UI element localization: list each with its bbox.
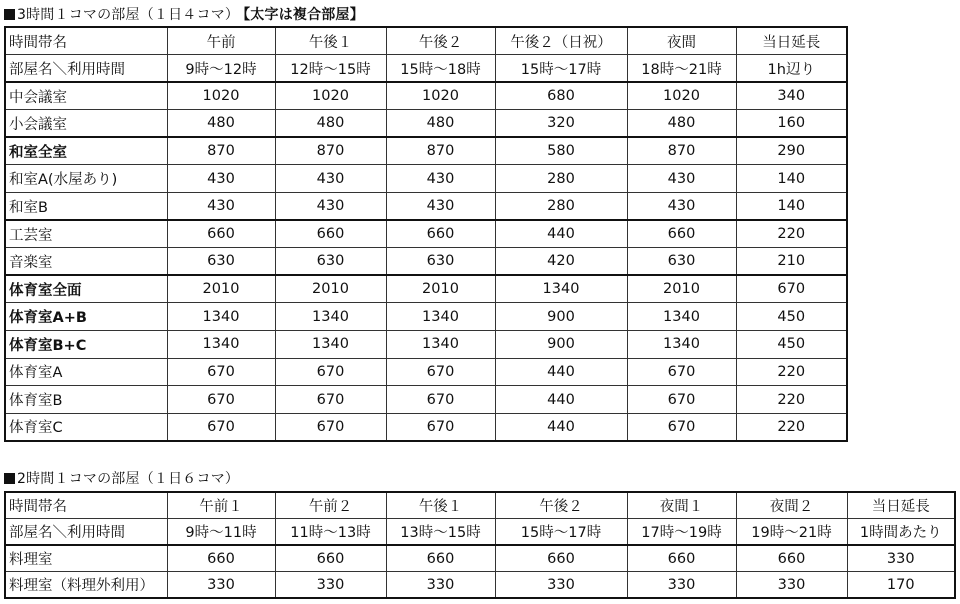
table1-column-header: 午前 — [167, 27, 275, 55]
table-row — [5, 220, 847, 248]
table1-column-header: 午後２ — [386, 27, 495, 55]
fee-cell: 330 — [386, 572, 495, 599]
table1-time-range: 部屋名＼利用時間 — [5, 55, 167, 83]
fee-cell: 900 — [495, 303, 627, 331]
fee-cell: 1340 — [167, 331, 275, 359]
table-row — [5, 82, 847, 110]
room-name: 体育室B+C — [5, 331, 167, 359]
fee-cell: 680 — [495, 82, 627, 110]
table2-time-range: 19時～21時 — [736, 519, 847, 546]
fee-cell: 1340 — [275, 303, 386, 331]
fee-cell: 440 — [495, 220, 627, 248]
fee-cell: 330 — [275, 572, 386, 599]
fee-cell: 1340 — [275, 331, 386, 359]
fee-cell: 670 — [627, 358, 736, 386]
table2-column-header: 夜間２ — [736, 492, 847, 519]
table2-subheader-row — [5, 519, 955, 546]
fee-cell: 480 — [627, 110, 736, 138]
table1-time-range: 15時～18時 — [386, 55, 495, 83]
fee-cell: 430 — [167, 165, 275, 193]
table2-column-header: 当日延長 — [847, 492, 955, 519]
fee-cell: 1340 — [627, 303, 736, 331]
fee-cell: 670 — [167, 386, 275, 414]
room-name: 小会議室 — [5, 110, 167, 138]
table2-time-range: 1時間あたり — [847, 519, 955, 546]
room-name: 和室A(水屋あり) — [5, 165, 167, 193]
fee-cell: 1020 — [167, 82, 275, 110]
table2-column-header: 夜間１ — [627, 492, 736, 519]
fee-cell: 630 — [386, 248, 495, 276]
fee-cell: 440 — [495, 413, 627, 441]
table-row — [5, 303, 847, 331]
fee-cell: 330 — [736, 572, 847, 599]
fee-cell: 220 — [736, 386, 847, 414]
fee-cell: 340 — [736, 82, 847, 110]
table2-time-range: 9時～11時 — [167, 519, 275, 546]
table2-column-header: 午前１ — [167, 492, 275, 519]
table1-column-header: 当日延長 — [736, 27, 847, 55]
fee-cell: 2010 — [167, 275, 275, 303]
room-name: 料理室（料理外利用） — [5, 572, 167, 599]
section1-heading — [4, 6, 364, 24]
fee-cell: 870 — [275, 137, 386, 165]
table-row — [5, 386, 847, 414]
room-name: 工芸室 — [5, 220, 167, 248]
fee-cell: 2010 — [386, 275, 495, 303]
fee-cell: 430 — [386, 193, 495, 221]
fee-cell: 160 — [736, 110, 847, 138]
fee-cell: 330 — [847, 545, 955, 572]
table-row — [5, 110, 847, 138]
fee-cell: 450 — [736, 303, 847, 331]
table2-time-range: 13時～15時 — [386, 519, 495, 546]
fee-cell: 330 — [167, 572, 275, 599]
fee-cell: 670 — [386, 386, 495, 414]
fee-cell: 210 — [736, 248, 847, 276]
table2-time-range: 部屋名＼利用時間 — [5, 519, 167, 546]
fee-cell: 1020 — [627, 82, 736, 110]
fee-cell: 660 — [627, 545, 736, 572]
fee-cell: 320 — [495, 110, 627, 138]
fee-cell: 280 — [495, 193, 627, 221]
room-name: 体育室A+B — [5, 303, 167, 331]
fee-cell: 140 — [736, 193, 847, 221]
fee-cell: 430 — [275, 193, 386, 221]
table2-column-header: 時間帯名 — [5, 492, 167, 519]
table-row — [5, 331, 847, 359]
room-name: 体育室C — [5, 413, 167, 441]
table1-time-range: 1h辺り — [736, 55, 847, 83]
section1-note: 【太字は複合部屋】 — [243, 7, 364, 23]
table2-time-range: 11時～13時 — [275, 519, 386, 546]
section1-title: 3時間１コマの部屋（１日４コマ） — [17, 7, 240, 23]
fee-cell: 1020 — [386, 82, 495, 110]
fee-cell: 670 — [275, 386, 386, 414]
fee-cell: 580 — [495, 137, 627, 165]
fee-cell: 420 — [495, 248, 627, 276]
fee-cell: 670 — [167, 358, 275, 386]
fee-cell: 430 — [627, 193, 736, 221]
table1-column-header: 夜間 — [627, 27, 736, 55]
table1-time-range: 18時～21時 — [627, 55, 736, 83]
room-name: 音楽室 — [5, 248, 167, 276]
fee-cell: 670 — [275, 358, 386, 386]
table-row — [5, 275, 847, 303]
fee-cell: 330 — [495, 572, 627, 599]
fee-cell: 220 — [736, 358, 847, 386]
room-name: 料理室 — [5, 545, 167, 572]
fee-cell: 430 — [386, 165, 495, 193]
fee-cell: 660 — [275, 220, 386, 248]
fee-cell: 430 — [627, 165, 736, 193]
table2-column-header: 午後２ — [495, 492, 627, 519]
fee-cell: 1020 — [275, 82, 386, 110]
fee-cell: 290 — [736, 137, 847, 165]
section2-heading — [4, 470, 239, 488]
fee-cell: 1340 — [495, 275, 627, 303]
fee-cell: 670 — [386, 358, 495, 386]
table2-time-range: 17時～19時 — [627, 519, 736, 546]
section2-title: 2時間１コマの部屋（１日６コマ） — [17, 471, 240, 487]
fee-cell: 670 — [736, 275, 847, 303]
fee-cell: 660 — [736, 545, 847, 572]
table1-time-range: 12時～15時 — [275, 55, 386, 83]
fee-cell: 630 — [275, 248, 386, 276]
rate-table-2h — [4, 491, 956, 599]
table-row — [5, 137, 847, 165]
table2-column-header: 午後１ — [386, 492, 495, 519]
table-row — [5, 572, 955, 599]
fee-cell: 1340 — [627, 331, 736, 359]
fee-cell: 2010 — [627, 275, 736, 303]
fee-cell: 430 — [167, 193, 275, 221]
table1-header-row — [5, 27, 847, 55]
fee-cell: 1340 — [386, 303, 495, 331]
fee-cell: 670 — [627, 386, 736, 414]
table-row — [5, 165, 847, 193]
table-row — [5, 413, 847, 441]
table-row — [5, 358, 847, 386]
room-name: 和室B — [5, 193, 167, 221]
fee-cell: 1340 — [167, 303, 275, 331]
fee-cell: 140 — [736, 165, 847, 193]
fee-cell: 900 — [495, 331, 627, 359]
table1-time-range: 9時～12時 — [167, 55, 275, 83]
fee-cell: 660 — [627, 220, 736, 248]
fee-cell: 870 — [386, 137, 495, 165]
fee-cell: 660 — [386, 220, 495, 248]
table1-time-range: 15時～17時 — [495, 55, 627, 83]
room-name: 体育室A — [5, 358, 167, 386]
table1-column-header: 午後２（日祝） — [495, 27, 627, 55]
fee-cell: 670 — [386, 413, 495, 441]
fee-cell: 280 — [495, 165, 627, 193]
fee-cell: 440 — [495, 358, 627, 386]
square-bullet-icon — [4, 473, 15, 484]
fee-cell: 660 — [275, 545, 386, 572]
fee-cell: 450 — [736, 331, 847, 359]
fee-cell: 220 — [736, 220, 847, 248]
square-bullet-icon — [4, 9, 15, 20]
fee-cell: 660 — [386, 545, 495, 572]
fee-cell: 2010 — [275, 275, 386, 303]
fee-cell: 480 — [167, 110, 275, 138]
fee-cell: 870 — [627, 137, 736, 165]
table1-column-header: 時間帯名 — [5, 27, 167, 55]
fee-cell: 660 — [167, 545, 275, 572]
room-name: 和室全室 — [5, 137, 167, 165]
table-row — [5, 248, 847, 276]
fee-cell: 440 — [495, 386, 627, 414]
fee-cell: 870 — [167, 137, 275, 165]
fee-cell: 480 — [386, 110, 495, 138]
fee-cell: 660 — [167, 220, 275, 248]
table1-subheader-row — [5, 55, 847, 83]
table-row — [5, 193, 847, 221]
room-name: 体育室全面 — [5, 275, 167, 303]
room-name: 体育室B — [5, 386, 167, 414]
table1-column-header: 午後１ — [275, 27, 386, 55]
table-row — [5, 545, 955, 572]
fee-cell: 630 — [167, 248, 275, 276]
fee-cell: 670 — [275, 413, 386, 441]
room-name: 中会議室 — [5, 82, 167, 110]
fee-cell: 630 — [627, 248, 736, 276]
fee-cell: 220 — [736, 413, 847, 441]
fee-cell: 170 — [847, 572, 955, 599]
table2-time-range: 15時～17時 — [495, 519, 627, 546]
table2-header-row — [5, 492, 955, 519]
fee-cell: 330 — [627, 572, 736, 599]
fee-cell: 430 — [275, 165, 386, 193]
fee-cell: 480 — [275, 110, 386, 138]
fee-cell: 670 — [627, 413, 736, 441]
table2-column-header: 午前２ — [275, 492, 386, 519]
fee-cell: 660 — [495, 545, 627, 572]
fee-cell: 670 — [167, 413, 275, 441]
rate-table-3h — [4, 26, 848, 442]
fee-cell: 1340 — [386, 331, 495, 359]
